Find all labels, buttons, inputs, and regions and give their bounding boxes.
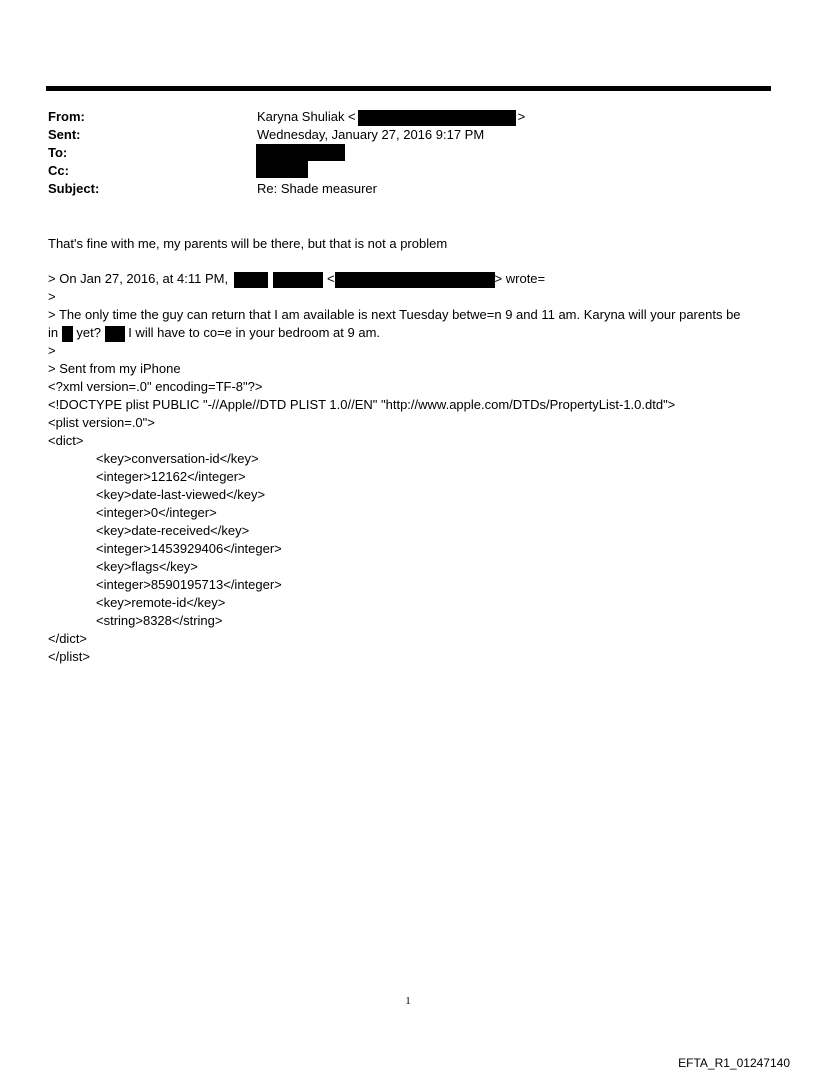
quote-on-lt: < bbox=[326, 271, 335, 286]
cc-redaction bbox=[256, 161, 308, 178]
quote-on-prefix: > On Jan 27, 2016, at 4:11 PM, bbox=[48, 271, 229, 286]
plist-close: </plist> bbox=[48, 649, 90, 664]
dict-line: <key>flags</key> bbox=[96, 559, 198, 574]
quote-header-line bbox=[48, 270, 545, 288]
to-label: To: bbox=[48, 145, 68, 160]
dict-line: <string>8328</string> bbox=[96, 613, 223, 628]
plist-open: <plist version=.0"> bbox=[48, 415, 155, 430]
dict-close: </dict> bbox=[48, 631, 88, 646]
bates-number: EFTA_R1_01247140 bbox=[678, 1056, 790, 1070]
dict-line: <key>date-last-viewed</key> bbox=[96, 487, 266, 502]
from-label: From: bbox=[48, 109, 85, 124]
cc-label: Cc: bbox=[48, 163, 69, 178]
quote-blank-2: > bbox=[48, 343, 56, 358]
quote-line-3 bbox=[48, 324, 380, 342]
xml-declaration: <?xml version=.0" encoding=TF-8"?> bbox=[48, 379, 263, 394]
dict-line: <key>date-received</key> bbox=[96, 523, 250, 538]
quote-line-3-b: yet? bbox=[76, 325, 101, 340]
sent-label: Sent: bbox=[48, 127, 81, 142]
from-name: Karyna Shuliak < bbox=[257, 109, 356, 124]
quote-line-2: > The only time the guy can return that I am available is next Tuesday betwe=n 9 and 11 am. Karyna will your parents be bbox=[48, 307, 741, 322]
quote-on-wrote: > wrote= bbox=[494, 271, 546, 286]
redaction-block bbox=[273, 272, 323, 288]
dict-line: <key>conversation-id</key> bbox=[96, 451, 259, 466]
dict-line: <integer>12162</integer> bbox=[96, 469, 246, 484]
reply-text: That's fine with me, my parents will be there, but that is not a problem bbox=[48, 236, 448, 251]
redaction-block bbox=[358, 110, 516, 126]
dict-line: <key>remote-id</key> bbox=[96, 595, 226, 610]
redaction-block bbox=[62, 326, 73, 342]
quote-blank-1: > bbox=[48, 289, 56, 304]
redaction-block bbox=[105, 326, 125, 342]
from-close-bracket: > bbox=[517, 109, 526, 124]
redaction-block bbox=[234, 272, 268, 288]
subject-value: Re: Shade measurer bbox=[257, 181, 377, 196]
quote-line-3-a: in bbox=[48, 325, 59, 340]
to-redaction bbox=[256, 144, 345, 161]
redaction-block bbox=[335, 272, 495, 288]
dict-line: <integer>1453929406</integer> bbox=[96, 541, 282, 556]
dict-line: <integer>0</integer> bbox=[96, 505, 217, 520]
dict-open: <dict> bbox=[48, 433, 84, 448]
quote-sent-from: > Sent from my iPhone bbox=[48, 361, 181, 376]
sent-value: Wednesday, January 27, 2016 9:17 PM bbox=[257, 127, 485, 142]
doctype-line: <!DOCTYPE plist PUBLIC "-//Apple//DTD PLIST 1.0//EN" "http://www.apple.com/DTDs/PropertyList-1.0.dtd"> bbox=[48, 397, 676, 412]
subject-label: Subject: bbox=[48, 181, 100, 196]
from-value bbox=[257, 108, 525, 126]
dict-line: <integer>8590195713</integer> bbox=[96, 577, 282, 592]
header-rule bbox=[46, 86, 771, 91]
page-number: 1 bbox=[405, 995, 411, 1007]
quote-line-3-c: I will have to co=e in your bedroom at 9 am. bbox=[128, 325, 381, 340]
